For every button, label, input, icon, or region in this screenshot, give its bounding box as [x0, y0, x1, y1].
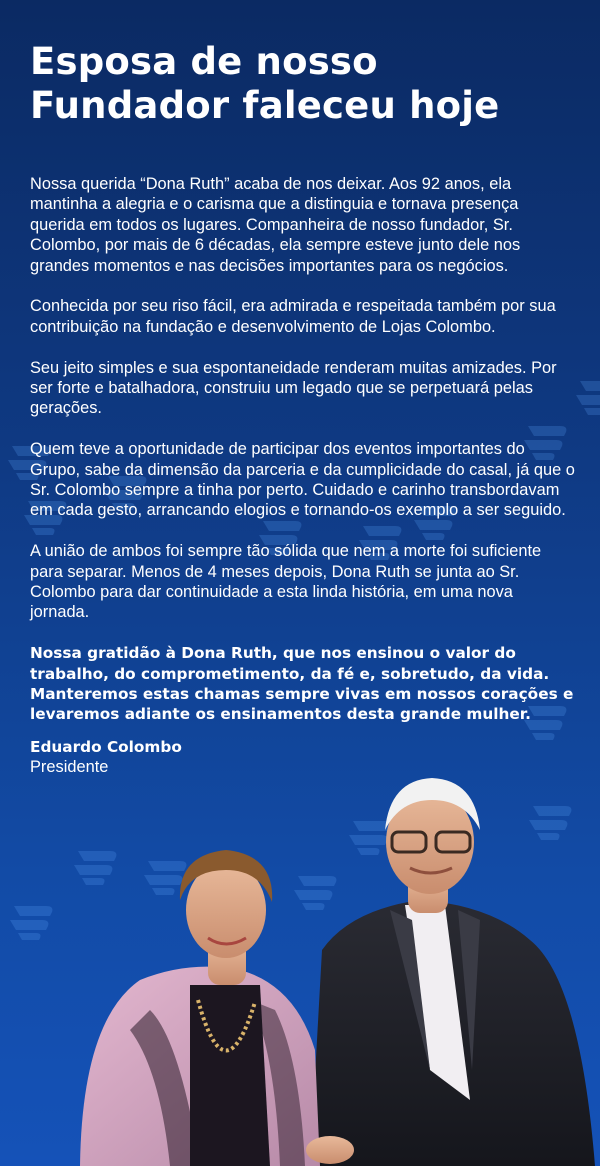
title-line-1: Esposa de nosso [30, 40, 378, 83]
signature-role: Presidente [30, 758, 109, 777]
colombo-logo-icon [572, 375, 600, 419]
paragraph: Nossa querida “Dona Ruth” acaba de nos deixar. Aos 92 anos, ela mantinha a alegria e o carisma que a distinguia e tornava presença querida em todos os lugares. Companheira de nosso fundador, Sr. Colombo, por mais de 6 décadas, ela sempre esteve junto dele nos grandes momentos e nas decisões importantes para os negócios. [30, 175, 521, 275]
page-title [30, 40, 570, 128]
paragraph: Quem teve a oportunidade de participar dos eventos importantes do Grupo, sabe da dimensão da parceria e da cumplicidade do casal, já que o Sr. Colombo sempre a tinha por perto. Cuidado e carinho transbordavam em cada gesto, arrancando elogios e tornando-os exemplo a ser seguido. [30, 440, 575, 520]
closing-statement: Nossa gratidão à Dona Ruth, que nos ensinou o valor do trabalho, do comprometimento, da fé e, sobretudo, da vida. Manteremos estas chamas sempre vivas em nossos corações e levaremos adiante os ensinamentos desta grande mulher. [30, 644, 574, 724]
colombo-logo-icon [6, 900, 58, 944]
signature-name: Eduardo Colombo [30, 737, 182, 756]
message-body [30, 174, 575, 778]
paragraph: A união de ambos foi sempre tão sólida que nem a morte foi suficiente para separar. Menos de 4 meses depois, Dona Ruth se junta ao Sr. Colombo para dar continuidade a esta linda história, em uma nova jornada. [30, 542, 542, 622]
title-line-2: Fundador faleceu hoje [30, 84, 500, 127]
couple-photo [60, 770, 600, 1166]
paragraph: Conhecida por seu riso fácil, era admirada e respeitada também por sua contribuição na fundação e desenvolvimento de Lojas Colombo. [30, 297, 556, 336]
paragraph: Seu jeito simples e sua espontaneidade renderam muitas amizades. Por ser forte e batalhadora, construiu um legado que se perpetuará pelas gerações. [30, 358, 557, 418]
